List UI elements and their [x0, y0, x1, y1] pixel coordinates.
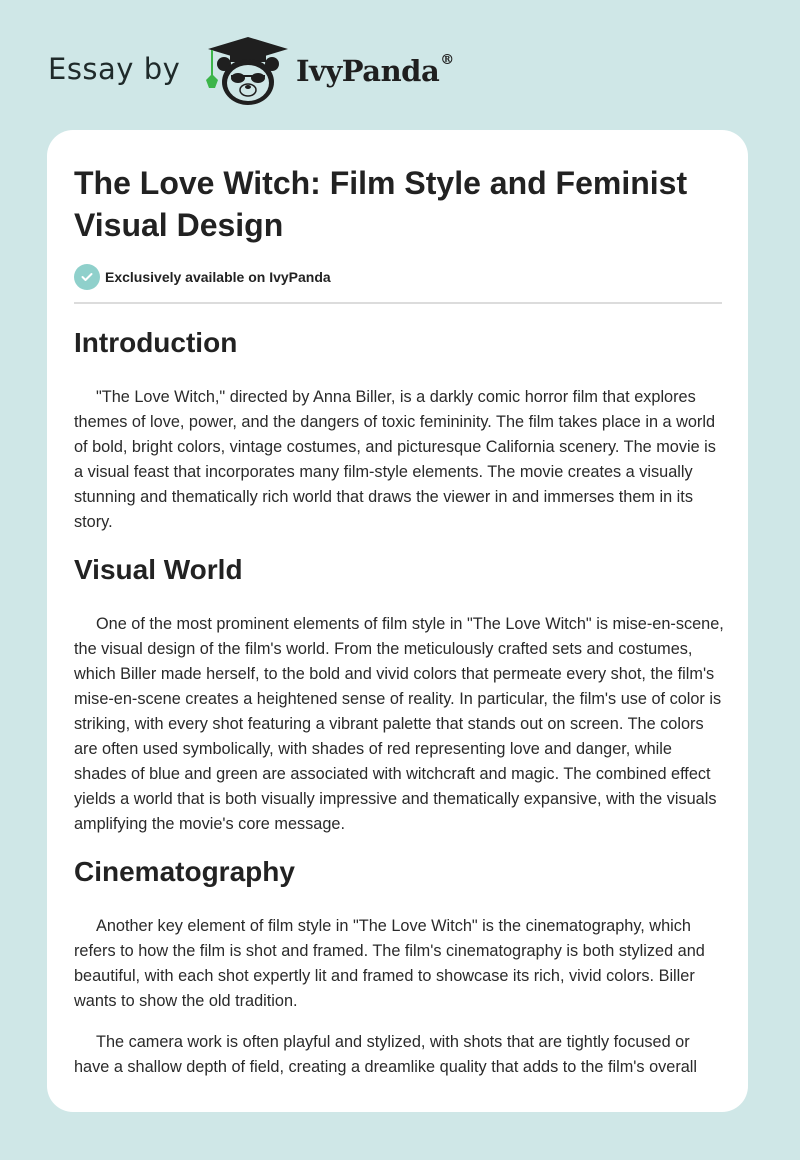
exclusive-badge-label: Exclusively available on IvyPanda: [105, 269, 331, 285]
paragraph: The camera work is often playful and stylized, with shots that are tightly focused or have a shallow depth of field, creating a dreamlike quality that adds to the film's overall: [74, 1033, 698, 1076]
paragraph: One of the most prominent elements of film style in "The Love Witch" is mise-en-scene, the visual design of the film's world. From the meticulously crafted sets and costumes, which Biller made herself, to the bold and vivid colors that permeate every shot, the film's mise-en-scene creates a heightened sense of reality. In particular, the film's use of color is striking, with every shot featuring a vibrant palette that stands out on screen. The colors are often used symbolically, with shades of red representing love and danger, while shades of blue and green are associated with witchcraft and magic. The combined effect yields a world that is both visually impressive and thematically expansive, with the visuals amplifying the movie's core message.: [74, 615, 724, 833]
section-heading-visual-world: Visual World: [74, 554, 243, 585]
essay-card: [47, 130, 748, 1112]
panda-graduate-icon[interactable]: [200, 34, 292, 108]
essay-by-label: Essay by: [48, 52, 181, 86]
check-circle-icon: [74, 264, 100, 290]
site-header: [0, 0, 800, 130]
section-heading-cinematography: Cinematography: [74, 856, 295, 887]
registered-mark: ®: [440, 52, 454, 68]
paragraph: Another key element of film style in "The Love Witch" is the cinematography, which refers to how the film is shot and framed. The film's cinematography is both stylized and beautiful, with each shot expertly lit and framed to showcase its rich, vivid colors. Biller wants to show the old tradition.: [74, 917, 705, 1010]
brand-name: IvyPanda: [296, 54, 440, 88]
divider: [74, 302, 722, 304]
exclusive-badge: [74, 264, 331, 290]
brand-logo[interactable]: [296, 54, 454, 88]
paragraph: "The Love Witch," directed by Anna Biller, is a darkly comic horror film that explores themes of love, power, and the dangers of toxic femininity. The film takes place in a world of bold, bright colors, vintage costumes, and picturesque California scenery. The movie is a visual feast that incorporates many film-style elements. The movie creates a visually stunning and thematically rich world that draws the viewer in and immerses them in its story.: [74, 388, 716, 531]
section-heading-introduction: Introduction: [74, 327, 238, 358]
essay-title: The Love Witch: Film Style and Feminist Visual Design: [74, 165, 688, 243]
